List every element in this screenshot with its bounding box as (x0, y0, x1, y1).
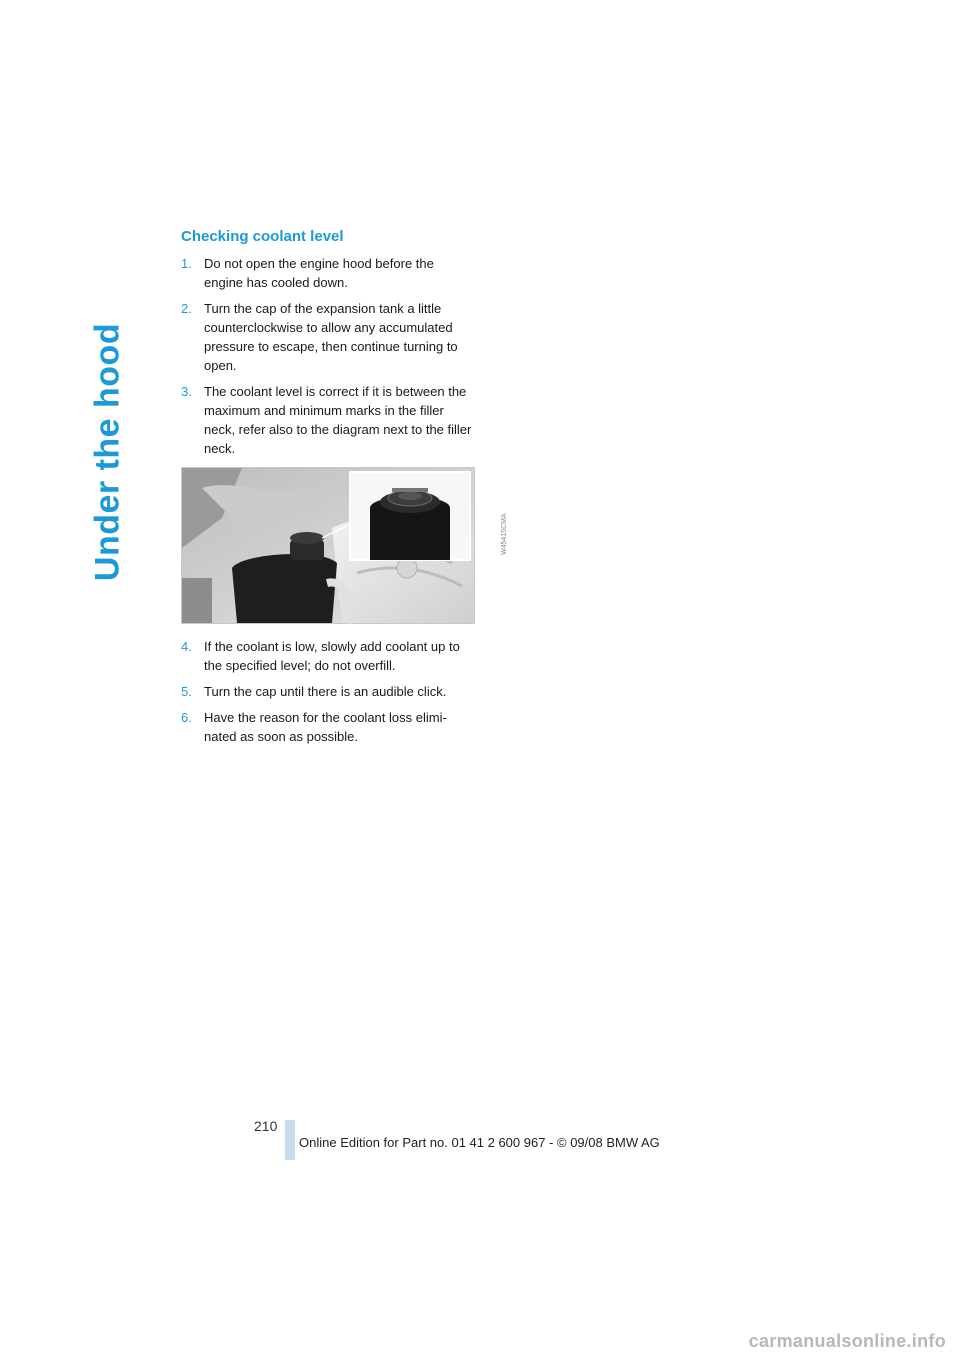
coolant-tank-photo (181, 467, 508, 624)
site-watermark: carmanualsonline.info (748, 1331, 946, 1351)
section-heading: Checking coolant level (181, 228, 344, 245)
content-column (181, 228, 508, 753)
steps-list-before-figure (181, 254, 474, 458)
step-text: If the coolant is low, slowly add coolant up to the specified level; do not overfill. (204, 639, 460, 673)
step-text: Turn the cap of the expansion tank a little counterclockwise to allow any accumulated pressure to escape, then continue turning to open. (204, 301, 458, 373)
step-text: Turn the cap until there is an audible click. (204, 684, 447, 699)
list-item (181, 299, 474, 375)
engine-bay-illustration (182, 468, 508, 623)
list-item (181, 382, 474, 458)
step-number: 3. (181, 384, 192, 399)
step-text: The coolant level is correct if it is between the maximum and minimum marks in the filler neck, refer also to the diagram next to the filler neck. (204, 384, 472, 456)
step-number: 4. (181, 639, 192, 654)
list-item (181, 254, 474, 292)
step-number: 1. (181, 256, 192, 271)
edition-notice: Online Edition for Part no. 01 41 2 600 967 - © 09/08 BMW AG (299, 1135, 660, 1150)
steps-list-after-figure (181, 637, 474, 746)
step-number: 2. (181, 301, 192, 316)
list-item (181, 637, 474, 675)
footer-accent-bar (285, 1120, 295, 1160)
list-item (181, 682, 474, 701)
step-number: 6. (181, 710, 192, 725)
page-number: 210 (254, 1118, 278, 1134)
step-text: Have the reason for the coolant loss elimi-nated as soon as possible. (204, 710, 447, 744)
list-item (181, 708, 474, 746)
figure-code: W45415CMA (501, 513, 508, 555)
chapter-title: Under the hood (88, 322, 127, 582)
step-number: 5. (181, 684, 192, 699)
step-text: Do not open the engine hood before the engine has cooled down. (204, 256, 434, 290)
